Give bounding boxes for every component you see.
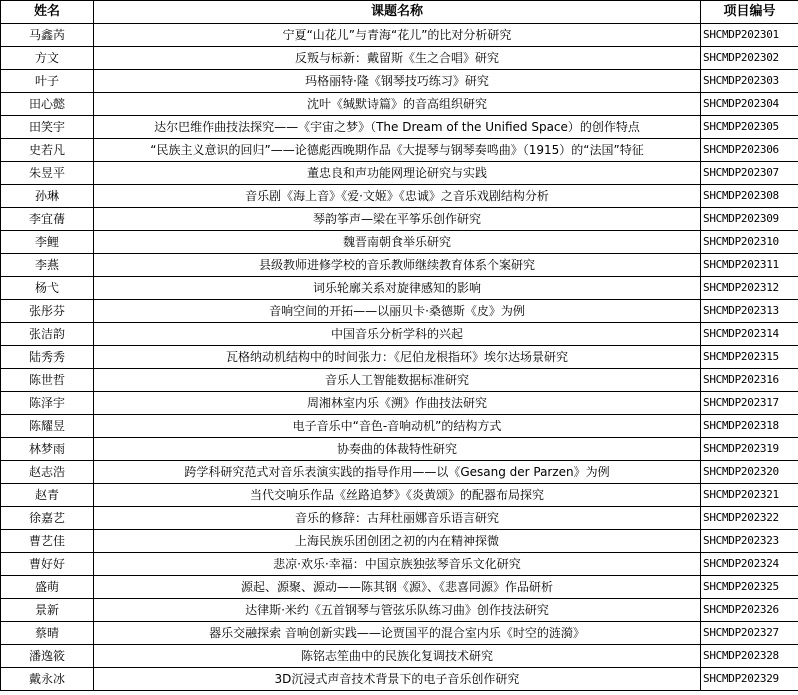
cell-code: SHCMDP202303 bbox=[701, 70, 798, 93]
cell-name: 孙琳 bbox=[1, 185, 94, 208]
cell-name: 徐嘉艺 bbox=[1, 507, 94, 530]
table-row bbox=[1, 47, 798, 70]
cell-code: SHCMDP202307 bbox=[701, 162, 798, 185]
cell-title: 魏晋南朝食举乐研究 bbox=[94, 231, 701, 254]
cell-name: 曹好好 bbox=[1, 553, 94, 576]
cell-name: 田心懿 bbox=[1, 93, 94, 116]
table-row bbox=[1, 553, 798, 576]
cell-name: 张洁韵 bbox=[1, 323, 94, 346]
table-row bbox=[1, 231, 798, 254]
cell-code: SHCMDP202316 bbox=[701, 369, 798, 392]
cell-code: SHCMDP202313 bbox=[701, 300, 798, 323]
cell-title: 3D沉浸式声音技术背景下的电子音乐创作研究 bbox=[94, 668, 701, 691]
header-row bbox=[1, 1, 798, 24]
cell-title: 宁夏“山花儿”与青海“花儿”的比对分析研究 bbox=[94, 24, 701, 47]
cell-title: 源起、源聚、源动——陈其钢《源》、《悲喜同源》作品研析 bbox=[94, 576, 701, 599]
cell-name: 景新 bbox=[1, 599, 94, 622]
cell-title: 周湘林室内乐《溯》作曲技法研究 bbox=[94, 392, 701, 415]
cell-title: 音乐人工智能数据标准研究 bbox=[94, 369, 701, 392]
cell-name: 杨弋 bbox=[1, 277, 94, 300]
cell-title: 跨学科研究范式对音乐表演实践的指导作用——以《Gesang der Parzen》为例 bbox=[94, 461, 701, 484]
cell-title: 音乐的修辞：古拜杜丽娜音乐语言研究 bbox=[94, 507, 701, 530]
cell-name: 田笑宇 bbox=[1, 116, 94, 139]
cell-name: 朱昱平 bbox=[1, 162, 94, 185]
header-title: 课题名称 bbox=[94, 1, 701, 24]
cell-title: 达尔巴维作曲技法探究——《宇宙之梦》（The Dream of the Unified Space）的创作特点 bbox=[94, 116, 701, 139]
cell-code: SHCMDP202325 bbox=[701, 576, 798, 599]
cell-code: SHCMDP202302 bbox=[701, 47, 798, 70]
cell-title: 上海民族乐团创团之初的内在精神探微 bbox=[94, 530, 701, 553]
cell-name: 方文 bbox=[1, 47, 94, 70]
table-row bbox=[1, 162, 798, 185]
table-row bbox=[1, 346, 798, 369]
cell-name: 史若凡 bbox=[1, 139, 94, 162]
cell-name: 李鲤 bbox=[1, 231, 94, 254]
cell-title: “民族主义意识的回归”——论德彪西晚期作品《大提琴与钢琴奏鸣曲》（1915）的“法国”特征 bbox=[94, 139, 701, 162]
cell-code: SHCMDP202326 bbox=[701, 599, 798, 622]
cell-title: 音响空间的开拓——以丽贝卡·桑德斯《皮》为例 bbox=[94, 300, 701, 323]
table-row bbox=[1, 415, 798, 438]
table-row bbox=[1, 369, 798, 392]
table-row bbox=[1, 484, 798, 507]
table-row bbox=[1, 139, 798, 162]
cell-name: 赵青 bbox=[1, 484, 94, 507]
cell-title: 陈铭志笙曲中的民族化复调技术研究 bbox=[94, 645, 701, 668]
cell-title: 县级教师进修学校的音乐教师继续教育体系个案研究 bbox=[94, 254, 701, 277]
cell-code: SHCMDP202327 bbox=[701, 622, 798, 645]
cell-title: 琴韵筝声—梁在平筝乐创作研究 bbox=[94, 208, 701, 231]
cell-code: SHCMDP202324 bbox=[701, 553, 798, 576]
cell-code: SHCMDP202310 bbox=[701, 231, 798, 254]
table-row bbox=[1, 277, 798, 300]
table-row bbox=[1, 645, 798, 668]
cell-code: SHCMDP202314 bbox=[701, 323, 798, 346]
table-row bbox=[1, 185, 798, 208]
table-body bbox=[1, 24, 798, 691]
table-row bbox=[1, 530, 798, 553]
cell-title: 器乐交融探索 音响创新实践——论贾国平的混合室内乐《时空的涟漪》 bbox=[94, 622, 701, 645]
table-row bbox=[1, 461, 798, 484]
cell-title: 词乐轮廓关系对旋律感知的影响 bbox=[94, 277, 701, 300]
cell-name: 叶子 bbox=[1, 70, 94, 93]
cell-code: SHCMDP202312 bbox=[701, 277, 798, 300]
table-row bbox=[1, 116, 798, 139]
cell-name: 戴永冰 bbox=[1, 668, 94, 691]
cell-code: SHCMDP202309 bbox=[701, 208, 798, 231]
cell-name: 盛萌 bbox=[1, 576, 94, 599]
cell-name: 陈世哲 bbox=[1, 369, 94, 392]
cell-code: SHCMDP202304 bbox=[701, 93, 798, 116]
cell-name: 赵志浩 bbox=[1, 461, 94, 484]
cell-title: 当代交响乐作品《丝路追梦》《炎黄颂》的配器布局探究 bbox=[94, 484, 701, 507]
cell-title: 反叛与标新：戴留斯《生之合唱》研究 bbox=[94, 47, 701, 70]
cell-name: 李宜蒨 bbox=[1, 208, 94, 231]
cell-code: SHCMDP202329 bbox=[701, 668, 798, 691]
cell-title: 达律斯·米约《五首钢琴与管弦乐队练习曲》创作技法研究 bbox=[94, 599, 701, 622]
cell-name: 张彤芬 bbox=[1, 300, 94, 323]
cell-name: 林梦雨 bbox=[1, 438, 94, 461]
table-row bbox=[1, 507, 798, 530]
cell-title: 沈叶《缄默诗篇》的音高组织研究 bbox=[94, 93, 701, 116]
table-row bbox=[1, 24, 798, 47]
cell-title: 电子音乐中“音色-音响动机”的结构方式 bbox=[94, 415, 701, 438]
table-row bbox=[1, 392, 798, 415]
cell-title: 中国音乐分析学科的兴起 bbox=[94, 323, 701, 346]
header-code: 项目编号 bbox=[701, 1, 798, 24]
cell-code: SHCMDP202301 bbox=[701, 24, 798, 47]
cell-name: 陆秀秀 bbox=[1, 346, 94, 369]
cell-code: SHCMDP202306 bbox=[701, 139, 798, 162]
cell-title: 悲凉·欢乐·幸福：中国京族独弦琴音乐文化研究 bbox=[94, 553, 701, 576]
table-row bbox=[1, 599, 798, 622]
cell-code: SHCMDP202322 bbox=[701, 507, 798, 530]
table-row bbox=[1, 254, 798, 277]
cell-title: 协奏曲的体裁特性研究 bbox=[94, 438, 701, 461]
table-row bbox=[1, 438, 798, 461]
table-row bbox=[1, 208, 798, 231]
cell-name: 李燕 bbox=[1, 254, 94, 277]
cell-title: 玛格丽特·隆《钢琴技巧练习》研究 bbox=[94, 70, 701, 93]
cell-code: SHCMDP202308 bbox=[701, 185, 798, 208]
cell-code: SHCMDP202311 bbox=[701, 254, 798, 277]
table-row bbox=[1, 576, 798, 599]
cell-name: 潘逸筱 bbox=[1, 645, 94, 668]
table-row bbox=[1, 93, 798, 116]
cell-name: 曹艺佳 bbox=[1, 530, 94, 553]
cell-name: 马鑫芮 bbox=[1, 24, 94, 47]
table-row bbox=[1, 668, 798, 691]
cell-code: SHCMDP202320 bbox=[701, 461, 798, 484]
cell-code: SHCMDP202323 bbox=[701, 530, 798, 553]
cell-code: SHCMDP202318 bbox=[701, 415, 798, 438]
cell-code: SHCMDP202321 bbox=[701, 484, 798, 507]
cell-code: SHCMDP202305 bbox=[701, 116, 798, 139]
cell-code: SHCMDP202317 bbox=[701, 392, 798, 415]
cell-code: SHCMDP202319 bbox=[701, 438, 798, 461]
cell-title: 音乐剧《海上音》《爱·文姬》《忠诚》之音乐戏剧结构分析 bbox=[94, 185, 701, 208]
cell-name: 陈耀昱 bbox=[1, 415, 94, 438]
table-row bbox=[1, 622, 798, 645]
cell-code: SHCMDP202328 bbox=[701, 645, 798, 668]
header-name: 姓名 bbox=[1, 1, 94, 24]
cell-title: 董忠良和声功能网理论研究与实践 bbox=[94, 162, 701, 185]
cell-title: 瓦格纳动机结构中的时间张力：《尼伯龙根指环》埃尔达场景研究 bbox=[94, 346, 701, 369]
table-row bbox=[1, 323, 798, 346]
table-row bbox=[1, 300, 798, 323]
table-row bbox=[1, 70, 798, 93]
cell-name: 蔡晴 bbox=[1, 622, 94, 645]
cell-name: 陈泽宇 bbox=[1, 392, 94, 415]
cell-code: SHCMDP202315 bbox=[701, 346, 798, 369]
